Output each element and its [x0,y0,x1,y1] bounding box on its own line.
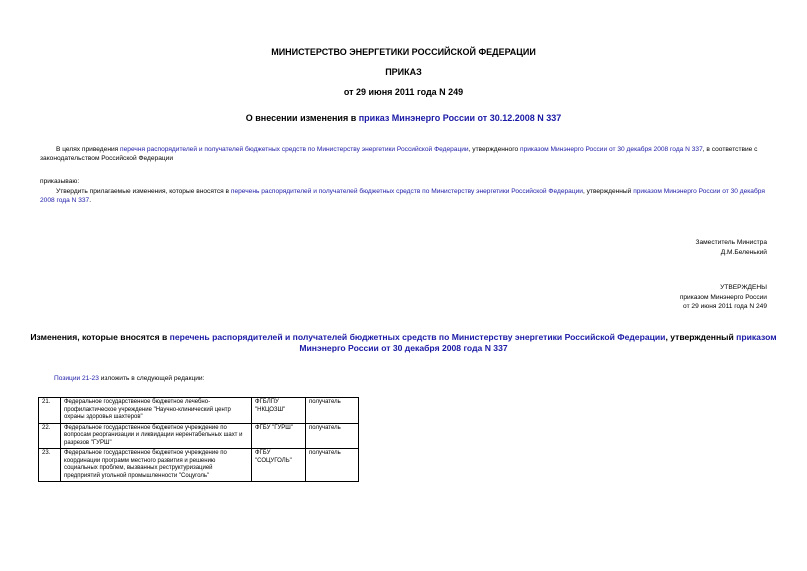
order-text-3: . [89,197,92,204]
changes-heading-text-1: Изменения, которые вносятся в [30,332,170,342]
positions-text: изложить в следующей редакции: [98,375,205,382]
row-number: 21. [39,398,61,424]
row-role: получатель [306,398,359,424]
positions-link[interactable]: Позиции 21-23 [54,375,99,382]
table-row [39,398,359,424]
signature-name: Д.М.Беленький [720,248,767,256]
order-text-2: , утвержденный [582,188,634,195]
row-org-name: Федеральное государственное бюджетное учреждение по вопросам реорганизации и ликвидации нерентабельных шахт и разрезов "ГУРШ" [61,423,252,449]
doc-type: ПРИКАЗ [385,67,422,77]
preamble-text-3: , в соответствие с законодательством Российской Федерации [40,146,758,162]
row-org-name: Федеральное государственное бюджетное лечебно-профилактическое учреждение "Научно-клинический центр охраны здоровья шахтеров" [61,398,252,424]
table-row [39,423,359,449]
approval-line-3: от 29 июня 2011 года N 249 [683,303,767,310]
row-number: 23. [39,449,61,482]
preamble-text-2: , утвержденного [468,146,520,153]
doc-date-number: от 29 июня 2011 года N 249 [343,87,464,97]
approval-line-2: приказом Минэнерго России [679,293,767,301]
order-intro: приказываю: [40,178,80,185]
preamble-text-1: В целях приведения [56,146,121,153]
preamble-link-order[interactable]: приказом Минэнерго России от 30 декабря 2008 года N 337 [520,146,703,153]
doc-title-text: О внесении изменения в [245,113,359,123]
positions-table [38,397,359,482]
row-role: получатель [306,449,359,482]
signature-block [695,238,767,257]
signature-position: Заместитель Министра [695,239,767,246]
row-abbreviation: ФГБУ "СОЦУГОЛЬ" [252,449,306,482]
ministry-heading: МИНИСТЕРСТВО ЭНЕРГЕТИКИ РОССИЙСКОЙ ФЕДЕРАЦИИ [271,47,536,57]
row-number: 22. [39,423,61,449]
order-link-list[interactable]: перечень распорядителей и получателей бюджетных средств по Министерству энергетики Российской Федерации [230,188,583,195]
row-org-name: Федеральное государственное бюджетное учреждение по координации программ местного развития и решению социальных проблем, вызванных реструктуризацией предприятий угольной промышленности "Соцуголь" [61,449,252,482]
order-text-1: Утвердить прилагаемые изменения, которые вносятся в [56,188,231,195]
changes-heading-link-list[interactable]: перечень распорядителей и получателей бюджетных средств по Министерству энергетики Российской Федерации [169,332,666,342]
approval-block [680,283,767,312]
row-abbreviation: ФГБУ "ГУРШ" [252,423,306,449]
positions-line [54,374,204,383]
approval-line-1: УТВЕРЖДЕНЫ [720,284,767,291]
row-abbreviation: ФГБЛПУ "НКЦОЗШ" [252,398,306,424]
row-role: получатель [306,423,359,449]
preamble-link-list[interactable]: перечня распорядителей и получателей бюджетных средств по Министерству энергетики Российской Федерации [120,146,469,153]
doc-title-link[interactable]: приказ Минэнерго России от 30.12.2008 N 337 [358,113,562,123]
order-paragraph [40,187,768,205]
order-link-order[interactable]: приказом Минэнерго России от 30 декабря 2008 года N 337 [40,188,765,204]
changes-heading-link-order[interactable]: приказом Минэнерго России от 30 декабря 2008 года N 337 [299,332,777,353]
table-row [39,449,359,482]
changes-heading-text-2: , утвержденный [665,332,737,342]
doc-title [0,113,807,123]
preamble-paragraph [40,145,768,163]
changes-heading [30,332,777,354]
